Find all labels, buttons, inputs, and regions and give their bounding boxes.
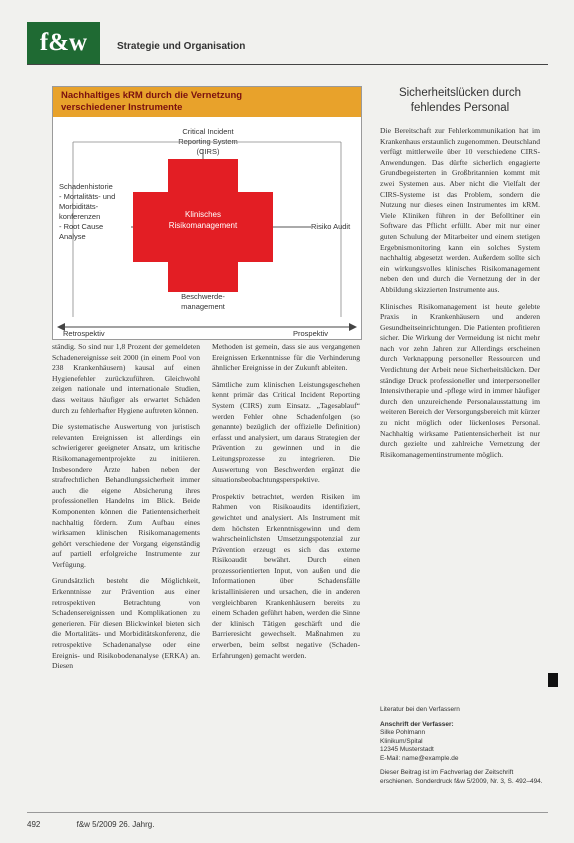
- retrospective-label: Retrospektiv: [63, 329, 105, 338]
- citation: Dieser Beitrag ist im Fachverlag der Zeitschrift erschienen. Sonderdruck f&w 5/2009, Nr. 3, S. 492–494.: [380, 769, 543, 785]
- audit-label: Risiko Audit: [311, 222, 351, 231]
- body-column-1: [52, 342, 200, 802]
- paragraph: Sämtliche zum klinischen Leistungsgeschehen kennt primär das Critical Incident Reporting System (CIRS) zum Einsatz. „Tagesablauf“ werden Fehler ohne Schadenfolgen (so genannte) bezüglich der offizielle Definition) erfasst und analysiert, um daraus Strategien der Prävention zu gewinnen und in die Leitungsprozesse zu integrieren. Die Auswertung von Beschwerden ergänzt die situationsbeobachtungsperspektive.: [212, 379, 360, 485]
- header-divider: [27, 64, 548, 65]
- sidebar-body: [380, 126, 540, 692]
- prospective-label: Prospektiv: [293, 329, 329, 338]
- author-heading: Anschrift der Verfasser:: [380, 720, 454, 728]
- cirs-line1: Critical Incident: [182, 127, 234, 136]
- left-item: Analyse: [59, 232, 86, 241]
- left-box: [59, 182, 133, 242]
- left-title: Schadenhistorie: [59, 182, 113, 191]
- paragraph: Grundsätzlich besteht die Möglichkeit, Erkenntnisse zur Prävention aus einer retrospektiven Betrachtung von Schadensereignissen und Komplikationen zu generieren. Für diesen Blickwinkel bieten sich die Mortalitäts- und Morbiditätskonferenz, die retrospektive Schadenanalyse oder eine Ereignis- und Risikobodenanalyse (ERKA) an. Diesen: [52, 576, 200, 671]
- complaint-label: [168, 292, 238, 312]
- sidebar-title-line2: fehlendes Personal: [410, 102, 510, 114]
- journal-logo: f&w: [27, 22, 100, 64]
- paragraph: Die Bereitschaft zur Fehlerkommunikation hat im Krankenhaus erstaunlich zugenommen. Deutschland verfügt mittlerweile über 10 verschiedene CIRS-Anwendungen. Das dürfte sicherlich engagierte Grundbegeisterten in Großbritannien kommt mit zwei Systemen aus. Aber nicht die Vielfalt der CIRS-Systeme ist das Problem, sondern die Nutzung nur dieses einen Instrumentes im kRM. Viele Kliniken führen in der Befolltiner ein Software das Pflicht erfüllt. Aber mit nur einer guten Schulung der Mitarbeiter und einem stetigen Ergebnismonitoring kann ein solches System nachhaltig abgesetzt werden. Außerdem sollte sich ein wirkungsvolles klinisches Risikomanagement neben den und durch die Vernetzung der in der Abbildung skizzierten Instrumente aus.: [380, 126, 540, 294]
- left-item: Morbiditäts-: [59, 202, 99, 211]
- journal-issue: f&w 5/2009 26. Jahrg.: [76, 820, 155, 829]
- center-line1: Klinisches: [184, 210, 221, 219]
- body-column-2: [212, 342, 360, 802]
- sidebar-title-line1: Sicherheitslücken durch: [398, 87, 522, 99]
- author-line: 12345 Musterstadt: [380, 746, 434, 753]
- paragraph: Die systematische Auswertung von juristisch relevanten Ereignissen ist allerdings ein schwierigerer geeigneter Ansatz, um kritische Risikomanagementprojekte zu initiieren. Insbesondere Ärzte haben neben der strafrechtlichen Behandlungssicherheit immer auch die eigene Absicherung ihres professionellen Handelns im Blick. Beide Komponenten können die Patientensicherheit nachhaltig fördern. Zum Aufbau eines wirksamen klinischen Risikomanagements gehört verschiedene der Vorgang eigenständig auf partiell erfolgreiche Instrumente zur Verfügung.: [52, 422, 200, 569]
- paragraph: ständig. So sind nur 1,8 Prozent der gemeldeten Schadenereignisse seit 2000 (in einem Pool von 238 Krankenhäusern) kausal auf einen Hygienefehler zurückzuführen. Gleichwohl zeigen nationale und internationale Studien, dass weitaus häufiger als erwartet Schäden durch zu fehlerhafter Hygiene auftreten können.: [52, 342, 200, 415]
- complaint-line2: management: [181, 302, 225, 311]
- sidebar-title: [380, 86, 540, 116]
- page-number: 492: [27, 820, 41, 829]
- literature-note: Literatur bei den Verfassern: [380, 706, 460, 713]
- author-info: [380, 706, 545, 786]
- figure-title-line2: verschiedener Instrumente: [61, 102, 183, 113]
- author-line: E-Mail: name@example.de: [380, 754, 459, 762]
- left-item: konferenzen: [59, 212, 101, 221]
- figure-title-line1: Nachhaltiges kRM durch die Vernetzung: [61, 90, 243, 101]
- author-line: Klinikum/Spital: [380, 737, 423, 745]
- section-heading: Strategie und Organisation: [117, 41, 246, 52]
- cirs-line2: Reporting System: [178, 137, 238, 146]
- footer: [27, 820, 154, 829]
- cirs-line3: (CIRS): [196, 147, 220, 156]
- center-label: [148, 209, 258, 231]
- footer-divider: [27, 812, 548, 813]
- author-line: Silke Pohlmann: [380, 729, 426, 736]
- center-line2: Risikomanagement: [168, 221, 238, 230]
- left-item: - Mortalitäts- und: [59, 192, 116, 201]
- complaint-line1: Beschwerde-: [181, 292, 225, 301]
- left-item: - Root Cause: [59, 222, 104, 231]
- paragraph: Methoden ist gemein, dass sie aus vergangenen Ereignissen Erkenntnisse für die Verhinderung ähnlicher Ereignisse in der Zukunft ableiten.: [212, 342, 360, 373]
- end-marker: [548, 673, 558, 687]
- paragraph: Klinisches Risikomanagement ist heute gelebte Praxis in Krankenhäusern und anderen Gesundheitseinrichtungen. Die Patienten profitieren sicher. Die Wirkung der Vermeidung ist nicht mehr nach vor zehn Jahren zur Allerdings erscheinen durch Verknappung personeller Ressourcen und Verdichtung der Arbeit neue Sicherheitslücken. Der ständige Druck professioneller und interpersoneller Intensivtherapie und -pflege wird in immer häufiger durch den unzureichende Personalausstattung im weiteren Bereich der Versorgungsbereich mit kürzer zu nicht möglich oder lückenloses Personal. Nachhaltig wirksame Patientensicherheit ist nur durch gezielte und zahlreiche Vernetzung der Risikomanagementinstrumente möglich.: [380, 301, 540, 459]
- paragraph: Prospektiv betrachtet, werden Risiken im Rahmen von Risikoaudits identifiziert, gewichtet und analysiert. Als Instrument mit dem höchsten Erkenntnisgewinn und dem wahrscheinlichsten Umsetzungspotenzial zur Prävention erzeugt es sich das externe Risikoaudit bewährt. Durch einen prozessorientierten Input, von außen und die Informationen über Schadensfälle kristallinisieren und ursachen, die in anderen vergleichbaren Krankenhäusern bereits zu einem Schaden geführt haben, werden die Sinne der klinisch Tätigen geschärft und die Barrieresicht gewechselt. Maßnahmen zu erwerben, beim selbst negative (Schaden-Erfahrungen) gemacht werden.: [212, 491, 360, 660]
- figure-box: [52, 86, 362, 340]
